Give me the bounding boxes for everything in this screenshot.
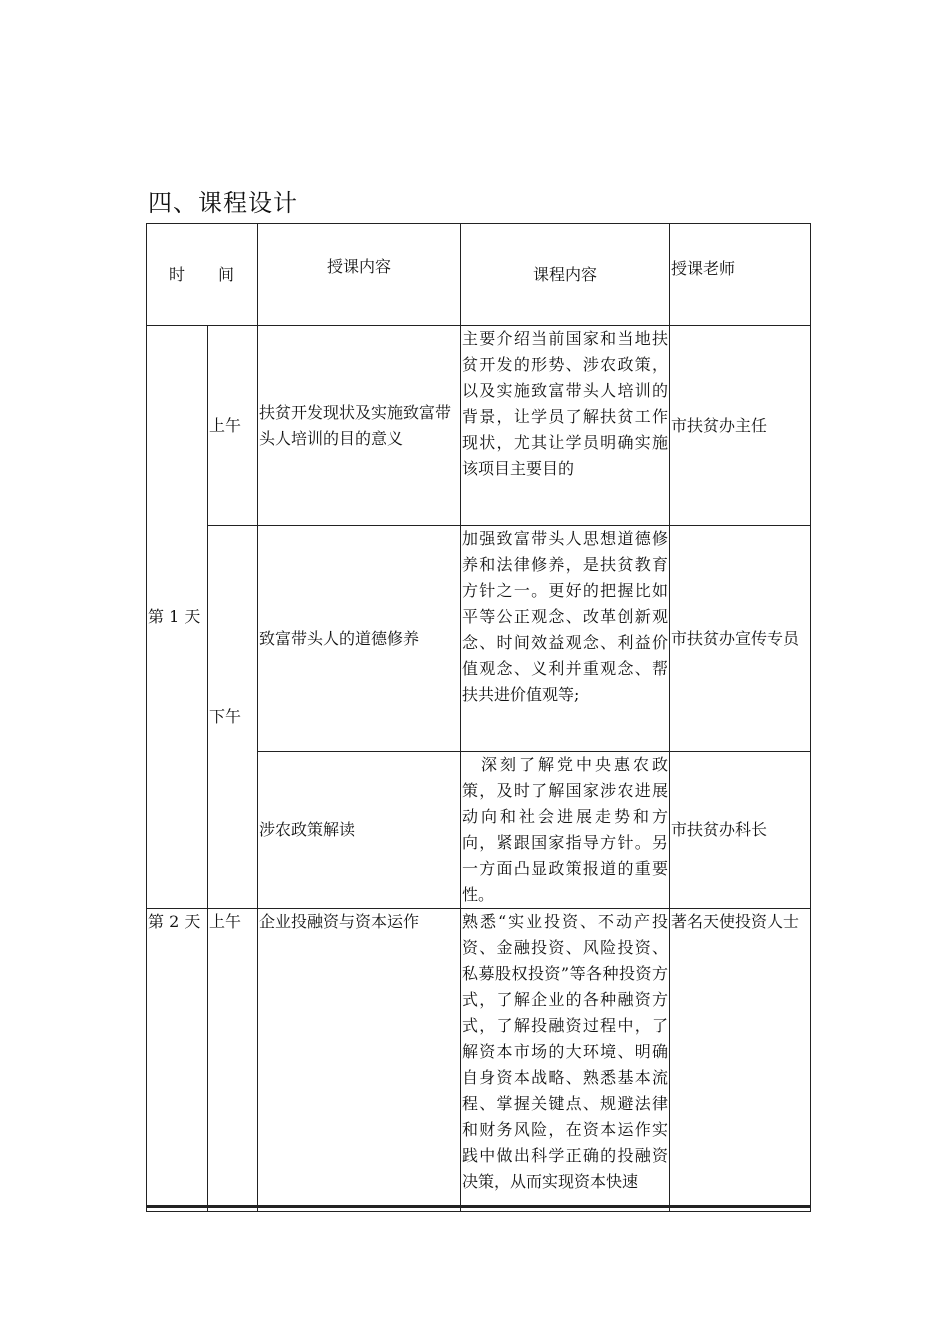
period-cell: 上午 (208, 326, 258, 526)
day-cell: 第 1 天 (147, 326, 208, 909)
table-row (147, 326, 811, 526)
table-header-row (147, 224, 811, 326)
table-row (147, 526, 811, 752)
header-teacher: 授课老师 (670, 224, 811, 326)
content-cell: 熟悉“实业投资、不动产投资、金融投资、风险投资、私募股权投资”等各种投资方式，了解企业的各种融资方式，了解投融资过程中，了解资本市场的大环境、明确自身资本战略、熟悉基本流程、掌握关键点、规避法律和财务风险，在资本运作实践中做出科学正确的投融资决策，从而实现资本快速 (461, 909, 670, 1212)
table-bottom-border (146, 1205, 810, 1208)
topic-cell: 企业投融资与资本运作 (258, 909, 461, 1212)
course-schedule-table (146, 223, 811, 1212)
teacher-cell: 市扶贫办宣传专员 (670, 526, 811, 752)
teacher-cell: 市扶贫办主任 (670, 326, 811, 526)
topic-cell: 扶贫开发现状及实施致富带头人培训的目的意义 (258, 326, 461, 526)
content-cell: 加强致富带头人思想道德修养和法律修养，是扶贫教育方针之一。更好的把握比如平等公正观念、改革创新观念、时间效益观念、利益价值观念、义利并重观念、帮扶共进价值观等; (461, 526, 670, 752)
section-title: 四、课程设计 (148, 189, 298, 217)
table-row (147, 909, 811, 1212)
day-cell: 第 2 天 (147, 909, 208, 1212)
header-content: 课程内容 (461, 224, 670, 326)
topic-cell: 涉农政策解读 (258, 752, 461, 909)
period-cell: 下午 (208, 526, 258, 909)
content-cell: 深刻了解党中央惠农政策，及时了解国家涉农进展动向和社会进展走势和方向，紧跟国家指导方针。另一方面凸显政策报道的重要性。 (461, 752, 670, 909)
teacher-cell: 市扶贫办科长 (670, 752, 811, 909)
header-time: 时 间 (147, 224, 258, 326)
period-cell: 上午 (208, 909, 258, 1212)
header-topic: 授课内容 (258, 224, 461, 326)
topic-cell: 致富带头人的道德修养 (258, 526, 461, 752)
teacher-cell: 著名天使投资人士 (670, 909, 811, 1212)
content-cell: 主要介绍当前国家和当地扶贫开发的形势、涉农政策，以及实施致富带头人培训的背景，让学员了解扶贫工作现状，尤其让学员明确实施该项目主要目的 (461, 326, 670, 526)
